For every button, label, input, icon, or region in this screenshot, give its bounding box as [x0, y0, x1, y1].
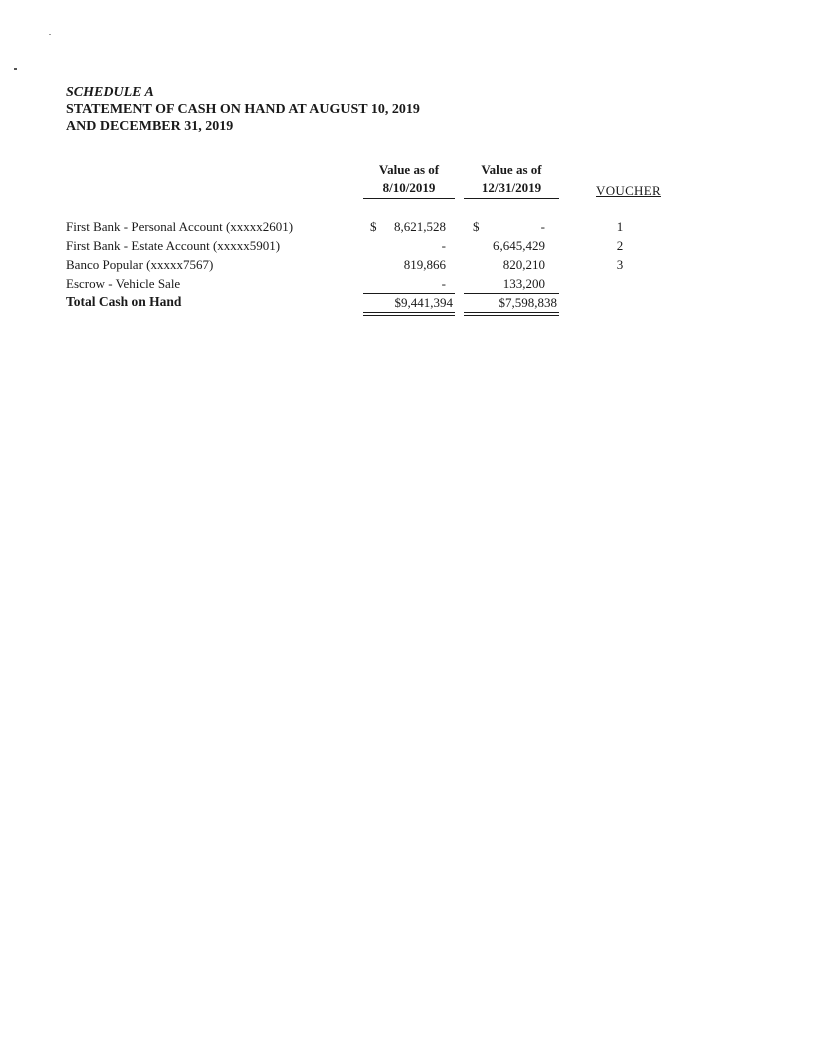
col1-header-underline	[363, 198, 455, 199]
row-value-col2: 133,200	[502, 276, 545, 291]
row-value-col1: -	[441, 238, 446, 253]
row-label-first-bank-personal: First Bank - Personal Account (xxxxx2601)	[66, 219, 294, 234]
row-label-first-bank-estate: First Bank - Estate Account (xxxxx5901)	[66, 238, 281, 253]
row-value-col2: 820,210	[502, 257, 545, 272]
row-value-col2: -	[540, 219, 545, 234]
total-double-rule-col2-bottom	[464, 315, 559, 316]
subtotal-rule-col2	[464, 293, 559, 294]
col1-header-line2: 8/10/2019	[382, 180, 436, 195]
total-double-rule-col1-bottom	[363, 315, 455, 316]
row-voucher: 2	[616, 238, 624, 253]
row-value-col1: 8,621,528	[394, 219, 446, 234]
total-label: Total Cash on Hand	[66, 294, 182, 309]
row-voucher: 1	[616, 219, 624, 234]
total-double-rule-col2-top	[464, 312, 559, 313]
row-label-banco-popular: Banco Popular (xxxxx7567)	[66, 257, 214, 272]
statement-title-line1: STATEMENT OF CASH ON HAND AT AUGUST 10, 2019	[66, 102, 420, 117]
scan-artifact	[14, 68, 17, 70]
col2-header-line1: Value as of	[481, 162, 542, 177]
total-double-rule-col1-top	[363, 312, 455, 313]
row-value-col1: 819,866	[403, 257, 446, 272]
statement-title-line2: AND DECEMBER 31, 2019	[66, 119, 234, 134]
row-value-col1: -	[441, 276, 446, 291]
row-voucher: 3	[616, 257, 624, 272]
row-value-col2: 6,645,429	[493, 238, 545, 253]
schedule-title: SCHEDULE A	[66, 85, 154, 100]
scan-artifact	[49, 34, 51, 35]
row-dollar-sign: $	[473, 219, 480, 234]
subtotal-rule-col1	[363, 293, 455, 294]
row-label-escrow-vehicle: Escrow - Vehicle Sale	[66, 276, 181, 291]
col2-header	[464, 161, 559, 197]
col1-header-line1: Value as of	[378, 162, 440, 177]
col2-header-underline	[464, 198, 559, 199]
col1-header	[363, 161, 455, 197]
total-value-col1: $9,441,394	[394, 295, 453, 310]
row-dollar-sign: $	[370, 219, 377, 234]
total-value-col2: $7,598,838	[498, 295, 557, 310]
voucher-header: VOUCHER	[596, 183, 661, 198]
col2-header-line2: 12/31/2019	[481, 180, 542, 195]
title-block	[66, 84, 420, 135]
